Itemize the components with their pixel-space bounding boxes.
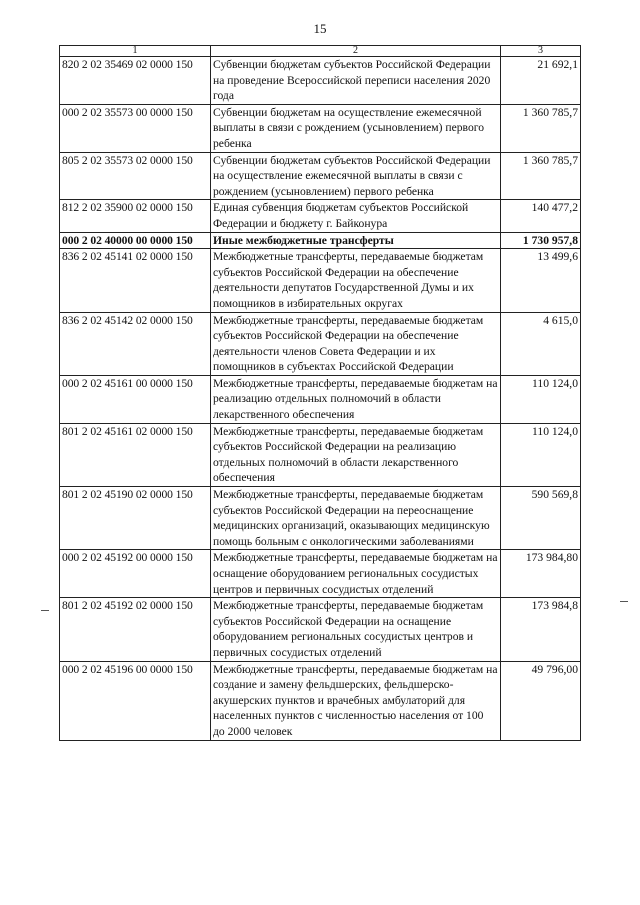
table-row <box>60 57 581 105</box>
amount-cell: 21 692,1 <box>501 57 581 105</box>
table-row <box>60 200 581 232</box>
table-row <box>60 312 581 375</box>
amount-cell: 140 477,2 <box>501 200 581 232</box>
description-cell: Межбюджетные трансферты, передаваемые бюджетам субъектов Российской Федерации на обеспечение деятельности депутатов Государственной Думы и их помощников в избирательных округах <box>211 249 501 312</box>
table-row <box>60 487 581 550</box>
budget-code-cell: 000 2 02 45192 00 0000 150 <box>60 550 211 598</box>
table-row <box>60 375 581 423</box>
budget-code-cell: 801 2 02 45190 02 0000 150 <box>60 487 211 550</box>
amount-cell: 4 615,0 <box>501 312 581 375</box>
description-cell: Иные межбюджетные трансферты <box>211 232 501 249</box>
description-cell: Субвенции бюджетам на осуществление ежемесячной выплаты в связи с рождением (усыновлением) первого ребенка <box>211 104 501 152</box>
budget-code-cell: 000 2 02 40000 00 0000 150 <box>60 232 211 249</box>
description-cell: Межбюджетные трансферты, передаваемые бюджетам субъектов Российской Федерации на оснащение оборудованием региональных сосудистых центров и первичных сосудистых отделений <box>211 598 501 661</box>
description-cell: Субвенции бюджетам субъектов Российской Федерации на осуществление ежемесячной выплаты в связи с рождением (усыновлением) первого ребенка <box>211 152 501 200</box>
amount-cell: 1 360 785,7 <box>501 104 581 152</box>
budget-code-cell: 805 2 02 35573 02 0000 150 <box>60 152 211 200</box>
budget-code-cell: 836 2 02 45141 02 0000 150 <box>60 249 211 312</box>
budget-code-cell: 000 2 02 45196 00 0000 150 <box>60 661 211 740</box>
budget-code-cell: 836 2 02 45142 02 0000 150 <box>60 312 211 375</box>
table-row <box>60 249 581 312</box>
description-cell: Единая субвенция бюджетам субъектов Российской Федерации и бюджету г. Байконура <box>211 200 501 232</box>
table-row <box>60 232 581 249</box>
description-cell: Межбюджетные трансферты, передаваемые бюджетам субъектов Российской Федерации на переоснащение медицинских организаций, оказывающих медицинскую помощь больным с онкологическими заболеваниями <box>211 487 501 550</box>
page-number: 15 <box>313 21 327 36</box>
table-row <box>60 598 581 661</box>
budget-code-cell: 801 2 02 45192 02 0000 150 <box>60 598 211 661</box>
column-header-description: 2 <box>211 46 501 57</box>
amount-cell: 110 124,0 <box>501 423 581 486</box>
amount-cell: 49 796,00 <box>501 661 581 740</box>
amount-cell: 1 730 957,8 <box>501 232 581 249</box>
amount-cell: 590 569,8 <box>501 487 581 550</box>
table-row <box>60 550 581 598</box>
scan-artifact <box>620 601 628 602</box>
amount-cell: 1 360 785,7 <box>501 152 581 200</box>
amount-cell: 13 499,6 <box>501 249 581 312</box>
table-row <box>60 661 581 740</box>
column-header-amount: 3 <box>501 46 581 57</box>
amount-cell: 173 984,8 <box>501 598 581 661</box>
description-cell: Межбюджетные трансферты, передаваемые бюджетам на реализацию отдельных полномочий в области лекарственного обеспечения <box>211 375 501 423</box>
amount-cell: 173 984,80 <box>501 550 581 598</box>
description-cell: Субвенции бюджетам субъектов Российской Федерации на проведение Всероссийской переписи населения 2020 года <box>211 57 501 105</box>
description-cell: Межбюджетные трансферты, передаваемые бюджетам субъектов Российской Федерации на реализацию отдельных полномочий в области лекарственного обеспечения <box>211 423 501 486</box>
column-header-code: 1 <box>60 46 211 57</box>
budget-code-cell: 820 2 02 35469 02 0000 150 <box>60 57 211 105</box>
amount-cell: 110 124,0 <box>501 375 581 423</box>
table-row <box>60 152 581 200</box>
budget-code-cell: 812 2 02 35900 02 0000 150 <box>60 200 211 232</box>
budget-code-cell: 801 2 02 45161 02 0000 150 <box>60 423 211 486</box>
budget-code-cell: 000 2 02 35573 00 0000 150 <box>60 104 211 152</box>
table-header-row <box>60 46 581 57</box>
table-row <box>60 423 581 486</box>
budget-table <box>59 45 581 741</box>
description-cell: Межбюджетные трансферты, передаваемые бюджетам субъектов Российской Федерации на обеспечение деятельности членов Совета Федерации и их помощников в субъектах Российской Федерации <box>211 312 501 375</box>
description-cell: Межбюджетные трансферты, передаваемые бюджетам на создание и замену фельдшерских, фельдшерско-акушерских пунктов и врачебных амбулаторий для населенных пунктов с численностью населения от 100 до 2000 человек <box>211 661 501 740</box>
scan-artifact <box>41 610 49 611</box>
table-row <box>60 104 581 152</box>
description-cell: Межбюджетные трансферты, передаваемые бюджетам на оснащение оборудованием региональных сосудистых центров и первичных сосудистых отделений <box>211 550 501 598</box>
budget-code-cell: 000 2 02 45161 00 0000 150 <box>60 375 211 423</box>
